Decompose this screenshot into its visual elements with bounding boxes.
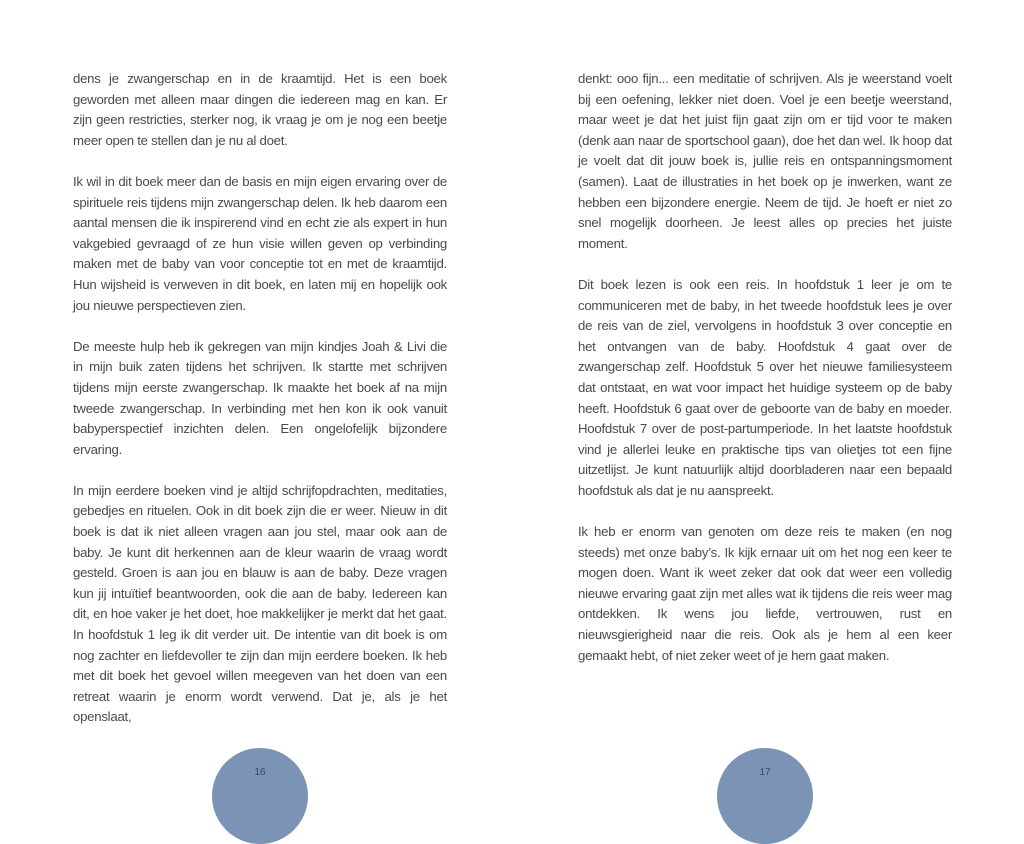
left-paragraph-3: De meeste hulp heb ik gekregen van mijn kindjes Joah & Livi die in mijn buik zaten tijdens het schrijven. Ik startte met schrijven tijdens mijn eerste zwangerschap. Ik maakte het boek af na mijn tweede zwangerschap. In verbinding met hen kon ik ook vanuit babyperspectief inzichten delen. Een ongelofelijk bijzondere ervaring. bbox=[73, 338, 447, 457]
left-paragraph-1: dens je zwangerschap en in de kraamtijd. Het is een boek geworden met alleen maar dingen die iedereen mag en kan. Er zijn geen restricties, sterker nog, ik vraag je om je nog een beetje meer open te stellen dan je nu al doet. bbox=[73, 71, 447, 148]
right-page-number-tab bbox=[717, 748, 813, 844]
left-page-number: 16 bbox=[254, 767, 266, 778]
left-paragraph-4: In mijn eerdere boeken vind je altijd schrijfopdrachten, meditaties, gebedjes en rituelen. Ook in dit boek zijn die er weer. Nieuw in dit boek is dat ik niet alleen vragen aan jou stel, maar ook aan de baby. Je kunt dit herkennen aan de kleur waarin de vraag wordt gesteld. Groen is aan jou en blauw is aan de baby. Deze vragen kun jij intuïtief beantwoorden, ook die aan de baby. Iedereen kan dit, en hoe vaker je het doet, hoe makkelijker je merkt dat het gaat. In hoofdstuk 1 leg ik dit verder uit. De intentie van dit boek is om nog zachter en liefdevoller te zijn dan mijn eerdere boeken. Ik heb met dit boek het gevoel willen meegeven van het doen van een retreat waarin je enorm wordt verwend. Dat je, als je het openslaat, bbox=[73, 482, 447, 725]
right-paragraph-2: Dit boek lezen is ook een reis. In hoofdstuk 1 leer je om te communiceren met de baby, in het tweede hoofdstuk lees je over de reis van de ziel, vervolgens in hoofdstuk 3 over conceptie en het ontvangen van de baby. Hoofdstuk 4 gaat over de zwangerschap zelf. Hoofdstuk 5 over het nieuwe familiesysteem dat ontstaat, en wat voor impact het huidige systeem op de baby heeft. Hoofdstuk 6 gaat over de geboorte van de baby en moeder. Hoofdstuk 7 over de post-partumperiode. In het laatste hoofdstuk vind je allerlei leuke en praktische tips van olietjes tot een fijne uitzetlijst. Je kunt natuurlijk altijd doorbladeren naar een bepaald hoofdstuk als dat je nu aanspreekt. bbox=[578, 276, 952, 498]
right-paragraph-1: denkt: ooo fijn... een meditatie of schrijven. Als je weerstand voelt bij een oefening, lekker niet doen. Voel je een beetje weerstand, maar weet je dat het juist fijn gaat zijn om er tijd voor te maken (denk aan naar de sportschool gaan), doe het dan wel. Ik hoop dat je voelt dat dit jouw boek is, jullie reis en ontspanningsmoment (samen). Laat de illustraties in het boek op je inwerken, want ze hebben een bijzondere energie. Neem de tijd. Je hoeft er niet zo snel mogelijk doorheen. Je leest alles op precies het juiste moment. bbox=[578, 71, 952, 251]
left-page bbox=[0, 0, 512, 788]
right-page-number: 17 bbox=[759, 767, 771, 778]
right-paragraph-3: Ik heb er enorm van genoten om deze reis te maken (en nog steeds) met onze baby’s. Ik kijk ernaar uit om het nog een keer te mogen doen. Want ik weet zeker dat ook dat weer een volledig nieuwe ervaring gaat zijn met alles wat ik tijdens die reis weer mag ontdekken. Ik wens jou liefde, vertrouwen, rust en nieuwsgierigheid naar die reis. Ook als je hem al een keer gemaakt hebt, of niet zeker weet of je hem gaat maken. bbox=[578, 524, 952, 663]
right-page bbox=[512, 0, 1024, 788]
right-page-text-column bbox=[578, 69, 952, 666]
left-paragraph-2: Ik wil in dit boek meer dan de basis en mijn eigen ervaring over de spirituele reis tijdens mijn zwangerschap delen. Ik heb daarom een aantal mensen die ik inspirerend vind en echt zie als expert in hun vakgebied gevraagd of ze hun visie willen geven op verbinding maken met de baby van voor conceptie tot en met de kraamtijd. Hun wijsheid is verweven in dit boek, en laten mij en hopelijk ook jou nieuwe perspectieven zien. bbox=[73, 173, 447, 313]
left-page-number-tab bbox=[212, 748, 308, 844]
left-page-text-column bbox=[73, 69, 447, 728]
